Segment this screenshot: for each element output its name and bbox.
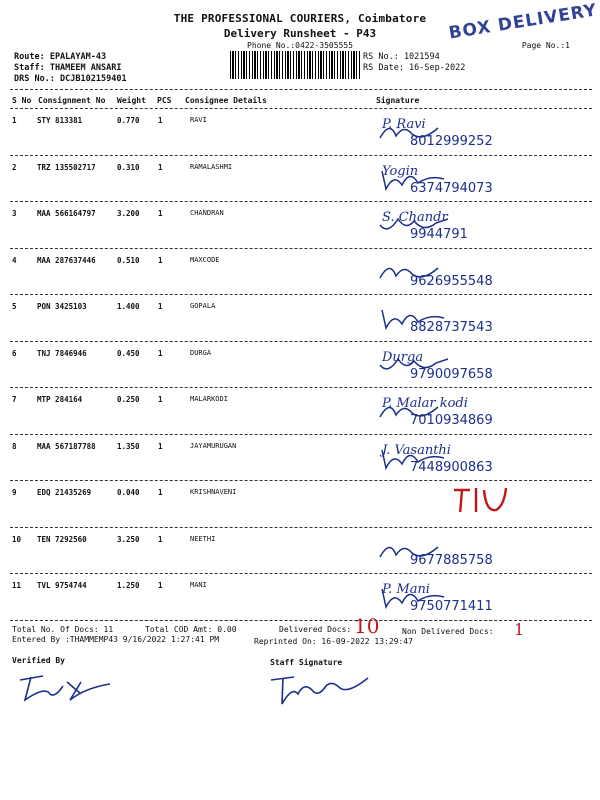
row-sno: 3 — [12, 209, 17, 218]
footer-rule — [10, 620, 592, 621]
row-consignee: KRISHNAVENI — [190, 488, 237, 496]
header-rule-top — [10, 89, 592, 90]
row-consignee: RAMALASHMI — [190, 162, 233, 171]
rs-date: RS Date: 16-Sep-2022 — [363, 63, 466, 73]
row-consignment: STY 813381 — [37, 116, 83, 125]
row-signature-phone: 9790097658 — [410, 366, 493, 382]
row-weight: 1.400 — [117, 302, 140, 311]
row-weight: 0.040 — [117, 488, 140, 497]
row-consignee: MAXCODE — [190, 255, 220, 264]
document-title: THE PROFESSIONAL COURIERS, Coimbatore — [173, 12, 427, 25]
row-sno: 9 — [12, 488, 17, 497]
row-sno: 6 — [12, 348, 17, 358]
row-separator — [10, 573, 592, 574]
row-separator — [10, 341, 592, 342]
row-consignment: MAA 287637446 — [37, 255, 96, 265]
row-consignee: NEETHI — [190, 534, 216, 543]
reprinted-on: Reprinted On: 16-09-2022 13:29:47 — [254, 637, 413, 646]
row-pcs: 1 — [158, 488, 163, 497]
row-sno: 4 — [12, 255, 17, 265]
row-signature-phone: 8012999252 — [410, 134, 493, 149]
col-consignment: Consignment No — [38, 96, 106, 105]
row-consignee: MANI — [190, 581, 207, 589]
row-signature-scribble — [378, 397, 468, 425]
row-signature-scribble — [378, 258, 468, 286]
entered-by: Entered By :THAMMEMP43 9/16/2022 1:27:41 PM — [12, 635, 220, 644]
row-signature-text: P. Mani — [382, 582, 430, 597]
row-pcs: 1 — [158, 534, 163, 544]
row-weight: 1.350 — [117, 441, 140, 451]
staff: Staff: THAMEEM ANSARI — [14, 63, 122, 73]
rs-number: RS No.: 1021594 — [363, 52, 440, 62]
non-delivered-value: 1 — [514, 620, 525, 639]
row-pcs: 1 — [158, 255, 163, 265]
row-separator — [10, 248, 592, 249]
row-signature-scribble — [378, 304, 468, 332]
row-consignment: MAA 567187788 — [37, 441, 96, 451]
delivered-label: Delivered Docs: — [279, 625, 352, 634]
row-separator — [10, 434, 592, 435]
row-consignment: MTP 284164 — [37, 395, 83, 404]
row-consignee: CHANDRAN — [190, 209, 224, 217]
total-docs: Total No. Of Docs: 11 — [12, 625, 114, 634]
row-weight: 0.770 — [117, 116, 140, 125]
route: Route: EPALAYAM-43 — [14, 52, 107, 62]
row-signature-scribble — [378, 118, 468, 146]
row-consignee: MALARKODI — [190, 395, 228, 403]
row-signature-scribble — [450, 484, 530, 512]
row-weight: 0.250 — [117, 395, 140, 404]
phone-number: Phone No.:0422-3505555 — [247, 41, 353, 50]
row-separator — [10, 294, 592, 295]
row-signature-scribble — [378, 444, 468, 472]
row-consignment: TRZ 135502717 — [37, 162, 96, 172]
staff-signature — [268, 670, 378, 710]
row-signature-phone: 8828737543 — [410, 320, 493, 335]
row-consignment: TEN 7292560 — [37, 534, 87, 544]
row-signature-text: S. Chandr — [382, 210, 448, 225]
row-consignment: EDQ 21435269 — [37, 488, 92, 497]
row-sno: 10 — [12, 534, 22, 544]
row-pcs: 1 — [158, 162, 163, 172]
row-signature-phone: 9677885758 — [410, 552, 493, 568]
document-subtitle: Delivery Runsheet - P43 — [223, 27, 377, 40]
row-signature-scribble — [378, 351, 468, 379]
row-pcs: 1 — [158, 441, 163, 451]
row-signature-text: Durga — [382, 349, 424, 365]
row-pcs: 1 — [158, 209, 163, 218]
barcode — [230, 51, 360, 79]
row-separator — [10, 155, 592, 156]
row-consignee: JAYAMURUGAN — [190, 441, 237, 450]
row-sno: 1 — [12, 116, 17, 125]
row-signature-phone: 9750771411 — [410, 599, 493, 614]
row-signature-scribble — [378, 211, 468, 239]
verified-signature — [15, 668, 125, 708]
box-delivery-stamp: BOX DELIVERY — [447, 0, 599, 44]
row-signature-text: J. Vasanthi — [382, 442, 451, 458]
header-rule-bottom — [10, 108, 592, 109]
row-pcs: 1 — [158, 302, 163, 311]
row-weight: 1.250 — [117, 581, 140, 590]
row-signature-scribble — [378, 583, 468, 611]
row-sno: 2 — [12, 162, 17, 172]
row-pcs: 1 — [158, 116, 163, 125]
row-signature-phone: 9944791 — [410, 227, 468, 242]
row-sno: 11 — [12, 581, 22, 590]
row-separator — [10, 527, 592, 528]
row-sno: 7 — [12, 395, 17, 404]
row-weight: 0.510 — [117, 255, 140, 265]
row-signature-scribble — [378, 165, 468, 193]
verified-by-label: Verified By — [12, 656, 65, 665]
row-consignment: MAA 566164797 — [37, 209, 96, 218]
row-pcs: 1 — [158, 395, 163, 404]
row-separator — [10, 387, 592, 388]
row-pcs: 1 — [158, 348, 163, 358]
row-signature-phone: 7010934869 — [410, 413, 493, 428]
total-cod: Total COD Amt: 0.00 — [145, 625, 237, 634]
col-sno: S No — [12, 96, 32, 105]
row-signature-phone: 6374794073 — [410, 180, 493, 196]
col-pcs: PCS — [157, 96, 172, 105]
row-signature-phone: 7448900863 — [410, 459, 493, 475]
row-sno: 5 — [12, 302, 17, 311]
row-weight: 0.450 — [117, 348, 140, 358]
row-weight: 0.310 — [117, 162, 140, 172]
row-consignee: DURGA — [190, 348, 212, 357]
row-consignment: TVL 9754744 — [37, 581, 87, 590]
row-consignment: PON 3425103 — [37, 302, 87, 311]
non-delivered-label: Non Delivered Docs: — [402, 627, 494, 636]
col-weight: Weight — [117, 96, 146, 105]
row-consignee: RAVI — [190, 116, 207, 124]
row-sno: 8 — [12, 441, 17, 451]
row-consignee: GOPALA — [190, 302, 216, 310]
row-weight: 3.250 — [117, 534, 140, 544]
row-signature-scribble — [378, 537, 468, 565]
row-signature-text: P. Malar kodi — [382, 396, 468, 411]
row-weight: 3.200 — [117, 209, 140, 218]
delivered-value: 10 — [354, 614, 380, 638]
row-signature-phone: 9626955548 — [410, 273, 493, 289]
row-consignment: TNJ 7846946 — [37, 348, 87, 358]
row-separator — [10, 480, 592, 481]
col-consignee: Consignee Details — [185, 96, 267, 105]
row-pcs: 1 — [158, 581, 163, 590]
col-signature: Signature — [376, 96, 420, 105]
page-number: Page No.:1 — [521, 41, 570, 50]
row-signature-text: P. Ravi — [382, 117, 426, 132]
row-signature-text: Yogin — [382, 163, 419, 179]
row-separator — [10, 201, 592, 202]
staff-signature-label: Staff Signature — [270, 658, 343, 667]
drs-number: DRS No.: DCJB102159401 — [14, 74, 127, 84]
